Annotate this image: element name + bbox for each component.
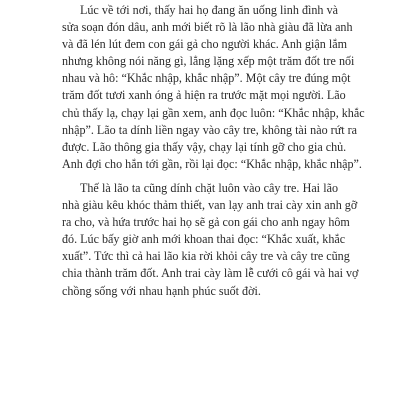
text-line: nhau và hô: “Khắc nhập, khắc nhập”. Một cây tre đúng một xyxy=(62,71,351,86)
text-line: nhưng không nói năng gì, lẳng lặng xếp một trăm đốt tre nối xyxy=(62,54,355,69)
text-line: được. Lão thông gia thấy vậy, chạy lại tính gỡ cho gia chủ. xyxy=(62,139,347,154)
text-line: xuất”. Tức thì cả hai lão kia rời khỏi cây tre và cây tre cũng xyxy=(62,249,350,264)
text-line: nhập”. Lão ta dính liền ngay vào cây tre, không tài nào rứt ra xyxy=(62,122,358,137)
story-text xyxy=(62,2,365,300)
text-line: trăm đốt tươi xanh óng ả hiện ra trước mặt mọi người. Lão xyxy=(62,88,346,103)
text-line: chủ thấy lạ, chạy lại gần xem, anh đọc luôn: “Khắc nhập, khắc xyxy=(62,105,365,120)
paragraph-1 xyxy=(62,2,365,173)
text-line: đó. Lúc bấy giờ anh mới khoan thai đọc: “Khắc xuất, khắc xyxy=(62,232,346,247)
text-line: Lúc về tới nơi, thấy hai họ đang ăn uống linh đình và xyxy=(80,3,338,17)
text-line: ra cho, và hứa trước hai họ sẽ gả con gái cho anh ngay hôm xyxy=(62,215,350,230)
text-line: và đã lén lút đem con gái gả cho người khác. Anh giận lắm xyxy=(62,37,347,52)
text-line: chồng sống với nhau hạnh phúc suốt đời. xyxy=(62,283,261,298)
paragraph-spacer xyxy=(62,173,338,180)
text-line: sửa soạn đón dâu, anh mới biết rõ là lão nhà giàu đã lừa anh xyxy=(62,20,353,35)
text-line: chia thành trăm đốt. Anh trai cày làm lễ cưới cô gái và hai vợ xyxy=(62,266,359,281)
text-line: nhà giàu kêu khóc thảm thiết, van lạy anh trai cày xin anh gỡ xyxy=(62,198,358,213)
paragraph-2 xyxy=(62,180,359,300)
text-line: Anh đợi cho hắn tới gần, rồi lại đọc: “Khắc nhập, khắc nhập”. xyxy=(62,156,362,171)
text-line: Thế là lão ta cũng dính chặt luôn vào cây tre. Hai lão xyxy=(80,180,338,195)
